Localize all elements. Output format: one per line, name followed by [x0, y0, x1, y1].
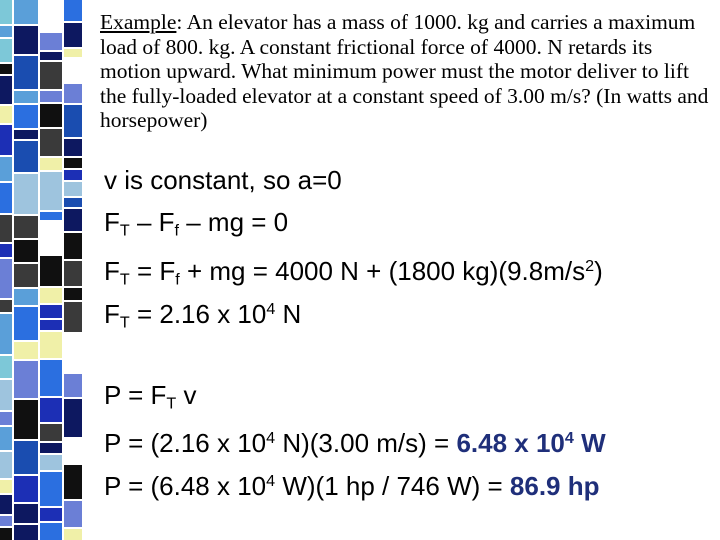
decorative-tile	[40, 443, 62, 453]
decorative-tile	[40, 158, 62, 170]
decorative-tile	[0, 480, 12, 493]
decorative-tile	[0, 528, 12, 540]
decorative-tile	[40, 523, 62, 540]
decorative-tile	[64, 334, 82, 372]
decorative-tile	[0, 516, 12, 526]
decorative-tile	[14, 216, 38, 238]
decorative-tile	[14, 0, 38, 24]
decorative-tile	[0, 76, 12, 104]
decorative-tile	[40, 104, 62, 127]
decorative-tile	[14, 289, 38, 305]
decorative-tile	[40, 222, 62, 254]
decorative-tile	[14, 342, 38, 359]
decorative-tile	[40, 508, 62, 521]
decorative-tile	[64, 288, 82, 300]
decorative-tile	[64, 209, 82, 231]
decorative-tile	[0, 427, 12, 450]
decorative-tile	[14, 240, 38, 262]
decorative-tile	[40, 33, 62, 50]
decorative-tile	[40, 62, 62, 89]
solution-line-2: $F_T - F_f$ – mg = 0	[104, 207, 289, 240]
decorative-tile	[0, 380, 12, 410]
problem-statement	[100, 10, 712, 133]
decorative-tile	[40, 455, 62, 470]
decorative-tile	[14, 476, 38, 502]
decorative-tile	[0, 39, 12, 62]
decorative-tile-strip	[0, 0, 84, 540]
decorative-tile	[64, 170, 82, 180]
decorative-tile	[40, 288, 62, 303]
decorative-tile	[40, 172, 62, 210]
decorative-tile	[40, 91, 62, 102]
decorative-tile	[14, 130, 38, 139]
decorative-tile	[64, 139, 82, 156]
decorative-tile	[14, 105, 38, 128]
decorative-tile	[0, 125, 12, 155]
solution-line-1: v is constant, so a=0	[104, 165, 342, 195]
decorative-tile	[14, 361, 38, 398]
decorative-tile	[14, 174, 38, 214]
decorative-tile	[0, 183, 12, 213]
solution-line-5: $P = F_T$ v	[104, 380, 197, 413]
decorative-tile	[14, 264, 38, 287]
decorative-tile	[40, 332, 62, 358]
decorative-tile	[64, 158, 82, 168]
solution-line-4: $F_T = 2.16$ x $10^4$ N	[104, 298, 302, 332]
decorative-tile	[14, 307, 38, 340]
decorative-tile	[0, 452, 12, 478]
decorative-tile	[0, 300, 12, 312]
decorative-tile	[14, 400, 38, 439]
decorative-tile	[40, 129, 62, 156]
power-hp-result: 86.9 hp	[509, 470, 600, 501]
decorative-tile	[40, 360, 62, 396]
decorative-tile	[14, 91, 38, 103]
decorative-tile	[0, 356, 12, 378]
decorative-tile	[40, 424, 62, 441]
decorative-tile	[40, 320, 62, 330]
decorative-tile	[64, 182, 82, 196]
decorative-tile	[0, 215, 12, 242]
decorative-tile	[64, 501, 82, 527]
decorative-tile	[0, 157, 12, 181]
decorative-tile	[64, 233, 82, 259]
decorative-tile	[0, 495, 12, 514]
decorative-tile	[64, 302, 82, 332]
decorative-tile	[40, 0, 62, 31]
decorative-tile	[64, 0, 82, 21]
decorative-tile	[40, 398, 62, 422]
problem-text: : An elevator has a mass of 1000. kg and carries a maximum load of 800. kg. A constant frictional force of 4000. N retards its motion upward. What minimum power must the motor deliver to lift the fully-loaded elevator at a constant speed of 3.00 m/s? (In watts and horsepower)	[100, 10, 709, 132]
decorative-tile	[64, 261, 82, 286]
decorative-tile	[0, 106, 12, 123]
decorative-tile	[64, 59, 82, 82]
decorative-tile	[64, 84, 82, 103]
decorative-tile	[0, 412, 12, 425]
power-watts-result: 6.48 x $10^4$ W	[456, 427, 606, 458]
decorative-tile	[14, 504, 38, 523]
decorative-tile	[14, 141, 38, 172]
decorative-tile	[40, 52, 62, 60]
decorative-tile	[14, 441, 38, 474]
decorative-tile	[40, 305, 62, 318]
decorative-tile	[64, 439, 82, 463]
decorative-tile	[64, 49, 82, 57]
decorative-tile	[64, 198, 82, 207]
decorative-tile	[64, 529, 82, 540]
decorative-tile	[0, 26, 12, 37]
solution-line-7: P = (6.48 x $10^4$ W)(1 hp / 746 W) = 86.9 hp	[104, 470, 600, 501]
solution-line-3: $F_T = F_f$ + mg = 4000 N + (1800 $kg)(9.8m/s^2)$	[104, 255, 603, 289]
decorative-tile	[64, 105, 82, 137]
decorative-tile	[40, 256, 62, 286]
decorative-tile	[0, 314, 12, 354]
decorative-tile	[40, 472, 62, 506]
decorative-tile	[0, 64, 12, 74]
example-label: Example	[100, 10, 177, 34]
decorative-tile	[40, 212, 62, 220]
decorative-tile	[64, 23, 82, 47]
decorative-tile	[64, 374, 82, 397]
decorative-tile	[14, 26, 38, 54]
decorative-tile	[0, 0, 12, 24]
decorative-tile	[0, 259, 12, 298]
decorative-tile	[14, 56, 38, 89]
decorative-tile	[14, 525, 38, 540]
decorative-tile	[64, 465, 82, 499]
solution-line-6: P = (2.16 x $10^4$ N)(3.00 m/s) = 6.48 x $10^4$ W	[104, 427, 606, 458]
decorative-tile	[64, 399, 82, 437]
decorative-tile	[0, 244, 12, 257]
